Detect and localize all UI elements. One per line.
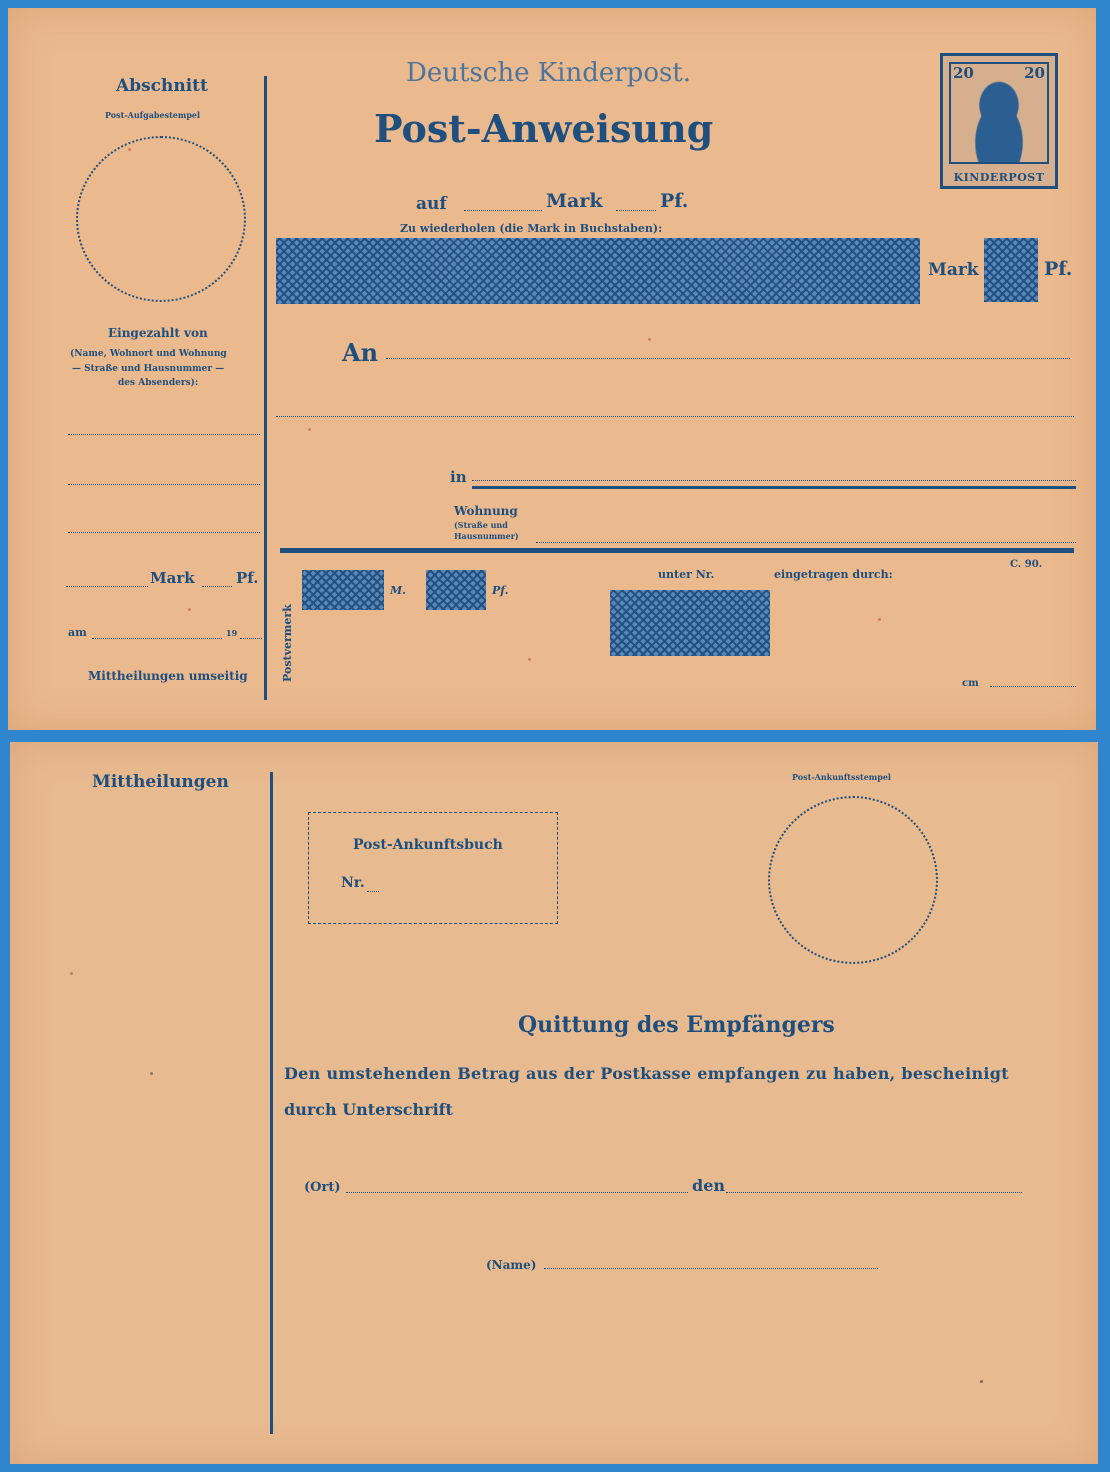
postage-stamp (940, 53, 1058, 189)
stub-sender-line-2[interactable] (68, 484, 260, 485)
paper-speck (150, 1072, 153, 1075)
back-title-left: Mittheilungen (92, 772, 229, 792)
recipient-line-2[interactable] (276, 416, 1074, 417)
an-label: An (342, 338, 379, 367)
street-field[interactable] (536, 542, 1076, 543)
in-label: in (450, 468, 467, 486)
stamp-value-left: 20 (953, 64, 974, 82)
stub-mark-label: Mark (150, 569, 195, 587)
signature-field[interactable] (544, 1268, 878, 1269)
arrival-stamp-caption: Post-Ankunftsstempel (792, 772, 891, 782)
paper-speck (528, 658, 531, 661)
date-field[interactable] (726, 1192, 1022, 1193)
den-label: den (692, 1176, 725, 1195)
amount-pf-label: Pf. (660, 190, 689, 212)
amount-pf-field[interactable] (616, 210, 656, 211)
repeat-instruction: Zu wiederholen (die Mark in Buchstaben): (400, 222, 663, 235)
wohnung-sub1: (Straße und (454, 520, 508, 530)
stub-stamp-caption: Post-Aufgabestempel (105, 110, 201, 120)
stub-paid-by-sub3: des Absenders): (118, 378, 199, 388)
arrival-book-box (308, 812, 558, 924)
ort-field[interactable] (346, 1192, 688, 1193)
paper-speck (878, 618, 881, 621)
arrival-stamp-circle (768, 796, 938, 964)
receipt-text-line-1: Den umstehenden Betrag aus der Postkasse empfangen zu haben, bescheinigt (284, 1064, 1009, 1083)
form-title: Post-Anweisung (374, 106, 714, 151)
mark-label: Mark (928, 260, 979, 280)
stub-paid-by-sub1: (Name, Wohnort und Wohnung (70, 349, 227, 359)
postvermerk-m-field (302, 570, 384, 610)
paper-speck (308, 428, 311, 431)
unter-nr-label: unter Nr. (658, 568, 715, 581)
pf-label: Pf. (1044, 258, 1073, 280)
stub-sender-line-1[interactable] (68, 434, 260, 435)
stamp-value-right: 20 (1024, 64, 1045, 82)
receipt-text-line-2: durch Unterschrift (284, 1100, 453, 1119)
stub-footer: Mittheilungen umseitig (88, 669, 248, 683)
paper-speck (648, 338, 651, 341)
auf-label: auf (416, 194, 447, 214)
ort-label: (Ort) (304, 1180, 341, 1195)
m-label: M. (390, 584, 407, 597)
amount-mark-field[interactable] (464, 210, 542, 211)
name-label: (Name) (486, 1258, 537, 1272)
stub-mark-field[interactable] (66, 586, 148, 587)
back-separator-line (270, 772, 273, 1434)
arrival-book-title: Post-Ankunftsbuch (353, 837, 503, 853)
stub-pf-field[interactable] (202, 586, 232, 587)
city-underline (472, 486, 1076, 489)
stamp-label: KINDERPOST (953, 171, 1045, 184)
wohnung-sub2: Hausnummer) (454, 531, 519, 541)
stub-stamp-circle (76, 136, 246, 302)
paper-speck (188, 608, 191, 611)
postcard-back (10, 742, 1098, 1464)
cm-field[interactable] (990, 686, 1076, 687)
postcard-front (8, 8, 1096, 730)
city-field[interactable] (472, 480, 1076, 481)
divider-rule (280, 548, 1074, 553)
arrival-book-nr-label: Nr. (341, 875, 365, 891)
paper-speck (980, 1380, 983, 1383)
wohnung-label: Wohnung (454, 504, 518, 518)
pf-hatched-field (984, 238, 1038, 302)
stub-pf-label: Pf. (236, 569, 259, 587)
register-number-hatched-field (610, 590, 770, 656)
stub-paid-by: Eingezahlt von (108, 326, 208, 340)
header-stamped-text: Deutsche Kinderpost. (406, 58, 692, 88)
arrival-book-nr-field[interactable] (367, 891, 379, 892)
pf-small-label: Pf. (492, 584, 509, 597)
postvermerk-label: Postvermerk (281, 604, 294, 682)
stub-separator-line (264, 76, 267, 700)
stub-date-field[interactable] (92, 638, 222, 639)
recipient-line-1[interactable] (386, 358, 1070, 359)
stub-title: Abschnitt (116, 76, 208, 96)
postvermerk-pf-field (426, 570, 486, 610)
form-code: C. 90. (1010, 559, 1043, 570)
stub-paid-by-sub2: — Straße und Hausnummer — (72, 364, 225, 374)
paper-speck (70, 972, 73, 975)
receipt-title: Quittung des Empfängers (518, 1012, 835, 1038)
stub-am-label: am (68, 626, 87, 639)
eingetragen-label: eingetragen durch: (774, 568, 893, 581)
amount-words-hatched-field (276, 238, 920, 304)
amount-mark-label: Mark (546, 190, 603, 212)
stub-sender-line-3[interactable] (68, 532, 260, 533)
stub-year-field[interactable] (240, 638, 262, 639)
cm-label: cm (962, 678, 979, 689)
stub-year-suffix: 19 (226, 628, 238, 638)
